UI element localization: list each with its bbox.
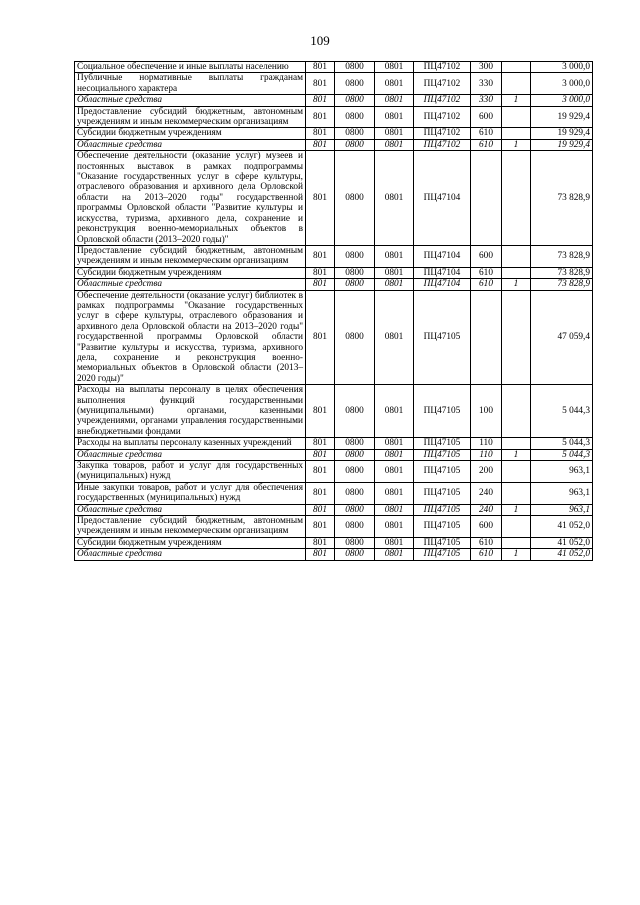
- table-row: [75, 537, 593, 548]
- table-row: [75, 482, 593, 504]
- cell-expense-type: 600: [471, 516, 502, 538]
- cell-expense-type: 610: [471, 279, 502, 290]
- cell-grbs-code: 801: [306, 279, 335, 290]
- table-row: [75, 385, 593, 438]
- cell-funding-source: [502, 385, 531, 438]
- funding-source-row: [75, 549, 593, 560]
- cell-funding-source: [502, 151, 531, 246]
- cell-amount: 5 044,3: [531, 438, 593, 449]
- table-row: [75, 62, 593, 73]
- cell-description: Субсидии бюджетным учреждениям: [75, 128, 306, 139]
- cell-amount: 73 828,9: [531, 279, 593, 290]
- cell-target-article: ПЦ47105: [414, 290, 471, 385]
- cell-funding-source: [502, 461, 531, 483]
- cell-target-article: ПЦ47102: [414, 95, 471, 106]
- cell-grbs-code: 801: [306, 549, 335, 560]
- cell-expense-type: 100: [471, 385, 502, 438]
- cell-subsection-code: 0801: [375, 449, 414, 460]
- cell-amount: 963,1: [531, 461, 593, 483]
- cell-target-article: ПЦ47102: [414, 128, 471, 139]
- cell-description: Социальное обеспечение и иные выплаты населению: [75, 62, 306, 73]
- cell-section-code: 0800: [335, 139, 375, 150]
- cell-subsection-code: 0801: [375, 385, 414, 438]
- cell-expense-type: 610: [471, 537, 502, 548]
- funding-source-row: [75, 449, 593, 460]
- page-number: 109: [310, 33, 330, 48]
- cell-funding-source: 1: [502, 279, 531, 290]
- cell-target-article: ПЦ47105: [414, 504, 471, 515]
- cell-description: Предоставление субсидий бюджетным, автономным учреждениям и иным некоммерческим организациям: [75, 516, 306, 538]
- cell-subsection-code: 0801: [375, 95, 414, 106]
- cell-description: Иные закупки товаров, работ и услуг для обеспечения государственных (муниципальных) нужд: [75, 482, 306, 504]
- cell-section-code: 0800: [335, 290, 375, 385]
- cell-description: Областные средства: [75, 279, 306, 290]
- cell-funding-source: [502, 482, 531, 504]
- cell-target-article: ПЦ47105: [414, 385, 471, 438]
- cell-description: Закупка товаров, работ и услуг для государственных (муниципальных) нужд: [75, 461, 306, 483]
- cell-target-article: ПЦ47102: [414, 106, 471, 128]
- funding-source-row: [75, 279, 593, 290]
- cell-description: Субсидии бюджетным учреждениям: [75, 537, 306, 548]
- cell-amount: 47 059,4: [531, 290, 593, 385]
- cell-description: Публичные нормативные выплаты гражданам несоциального характера: [75, 73, 306, 95]
- cell-grbs-code: 801: [306, 290, 335, 385]
- cell-grbs-code: 801: [306, 438, 335, 449]
- cell-subsection-code: 0801: [375, 128, 414, 139]
- budget-table: [74, 61, 593, 561]
- table-row: [75, 461, 593, 483]
- cell-target-article: ПЦ47105: [414, 438, 471, 449]
- cell-amount: 3 000,0: [531, 62, 593, 73]
- cell-grbs-code: 801: [306, 461, 335, 483]
- cell-description: Обеспечение деятельности (оказание услуг) музеев и постоянных выставок в рамках подпрограммы "Оказание государственных услуг в сфере культуры, отраслевого образования и архивного дела Орловской области на 2013–2020 годы" государственной программы Орловской области "Развитие культуры и искусства, туризма, архивного дела, сохранение и реконструкция военно-мемориальных объектов в Орловской области (2013–2020 годы)": [75, 151, 306, 246]
- cell-expense-type: 610: [471, 139, 502, 150]
- cell-expense-type: 200: [471, 461, 502, 483]
- cell-description: Областные средства: [75, 504, 306, 515]
- cell-target-article: ПЦ47105: [414, 449, 471, 460]
- cell-amount: 41 052,0: [531, 537, 593, 548]
- cell-section-code: 0800: [335, 279, 375, 290]
- cell-grbs-code: 801: [306, 449, 335, 460]
- funding-source-row: [75, 504, 593, 515]
- cell-expense-type: 610: [471, 267, 502, 278]
- table-row: [75, 73, 593, 95]
- cell-grbs-code: 801: [306, 128, 335, 139]
- cell-grbs-code: 801: [306, 385, 335, 438]
- cell-expense-type: 600: [471, 106, 502, 128]
- table-row: [75, 516, 593, 538]
- cell-section-code: 0800: [335, 245, 375, 267]
- cell-amount: 19 929,4: [531, 128, 593, 139]
- cell-grbs-code: 801: [306, 537, 335, 548]
- funding-source-row: [75, 95, 593, 106]
- cell-amount: 19 929,4: [531, 106, 593, 128]
- cell-expense-type: 110: [471, 438, 502, 449]
- cell-subsection-code: 0801: [375, 461, 414, 483]
- cell-grbs-code: 801: [306, 504, 335, 515]
- cell-funding-source: [502, 73, 531, 95]
- table-row: [75, 267, 593, 278]
- table-row: [75, 151, 593, 246]
- cell-subsection-code: 0801: [375, 516, 414, 538]
- table-row: [75, 106, 593, 128]
- cell-target-article: ПЦ47102: [414, 62, 471, 73]
- cell-subsection-code: 0801: [375, 279, 414, 290]
- cell-expense-type: 600: [471, 245, 502, 267]
- cell-grbs-code: 801: [306, 62, 335, 73]
- cell-section-code: 0800: [335, 537, 375, 548]
- cell-section-code: 0800: [335, 549, 375, 560]
- cell-grbs-code: 801: [306, 516, 335, 538]
- cell-funding-source: 1: [502, 95, 531, 106]
- cell-funding-source: [502, 438, 531, 449]
- table-body: [75, 62, 593, 561]
- cell-grbs-code: 801: [306, 139, 335, 150]
- table-row: [75, 128, 593, 139]
- cell-expense-type: 330: [471, 73, 502, 95]
- cell-amount: 963,1: [531, 482, 593, 504]
- cell-expense-type: 330: [471, 95, 502, 106]
- cell-amount: 3 000,0: [531, 95, 593, 106]
- cell-amount: 73 828,9: [531, 267, 593, 278]
- cell-subsection-code: 0801: [375, 537, 414, 548]
- cell-grbs-code: 801: [306, 151, 335, 246]
- cell-funding-source: 1: [502, 549, 531, 560]
- cell-amount: 19 929,4: [531, 139, 593, 150]
- cell-description: Расходы на выплаты персоналу в целях обеспечения выполнения функций государственными (муниципальными) органами, казенными учреждениями, органами управления государственными внебюджетными фондами: [75, 385, 306, 438]
- cell-grbs-code: 801: [306, 482, 335, 504]
- cell-section-code: 0800: [335, 62, 375, 73]
- cell-description: Предоставление субсидий бюджетным, автономным учреждениям и иным некоммерческим организациям: [75, 106, 306, 128]
- cell-grbs-code: 801: [306, 106, 335, 128]
- cell-section-code: 0800: [335, 95, 375, 106]
- cell-description: Областные средства: [75, 95, 306, 106]
- cell-subsection-code: 0801: [375, 139, 414, 150]
- cell-section-code: 0800: [335, 504, 375, 515]
- cell-expense-type: [471, 290, 502, 385]
- cell-target-article: ПЦ47104: [414, 267, 471, 278]
- cell-subsection-code: 0801: [375, 438, 414, 449]
- cell-funding-source: [502, 106, 531, 128]
- cell-subsection-code: 0801: [375, 73, 414, 95]
- cell-section-code: 0800: [335, 385, 375, 438]
- cell-subsection-code: 0801: [375, 151, 414, 246]
- cell-subsection-code: 0801: [375, 482, 414, 504]
- cell-target-article: ПЦ47102: [414, 139, 471, 150]
- cell-expense-type: 610: [471, 549, 502, 560]
- cell-expense-type: 240: [471, 482, 502, 504]
- cell-funding-source: [502, 516, 531, 538]
- cell-amount: 73 828,9: [531, 245, 593, 267]
- cell-target-article: ПЦ47105: [414, 516, 471, 538]
- cell-description: Областные средства: [75, 139, 306, 150]
- cell-section-code: 0800: [335, 482, 375, 504]
- cell-funding-source: 1: [502, 139, 531, 150]
- cell-target-article: ПЦ47105: [414, 482, 471, 504]
- cell-funding-source: [502, 62, 531, 73]
- cell-subsection-code: 0801: [375, 290, 414, 385]
- cell-description: Предоставление субсидий бюджетным, автономным учреждениям и иным некоммерческим организациям: [75, 245, 306, 267]
- cell-subsection-code: 0801: [375, 504, 414, 515]
- cell-target-article: ПЦ47104: [414, 151, 471, 246]
- cell-section-code: 0800: [335, 516, 375, 538]
- cell-target-article: ПЦ47104: [414, 279, 471, 290]
- cell-target-article: ПЦ47104: [414, 245, 471, 267]
- funding-source-row: [75, 139, 593, 150]
- cell-amount: 41 052,0: [531, 549, 593, 560]
- cell-amount: 73 828,9: [531, 151, 593, 246]
- cell-expense-type: 300: [471, 62, 502, 73]
- cell-amount: 5 044,3: [531, 385, 593, 438]
- cell-description: Обеспечение деятельности (оказание услуг) библиотек в рамках подпрограммы "Оказание государственных услуг в сфере культуры, отраслевого образования и архивного дела Орловской области на 2013–2020 годы" государственной программы Орловской области "Развитие культуры и искусства, туризма, архивного дела, сохранение и реконструкция военно-мемориальных объектов в Орловской области (2013–2020 годы)": [75, 290, 306, 385]
- cell-grbs-code: 801: [306, 267, 335, 278]
- cell-funding-source: [502, 267, 531, 278]
- table-row: [75, 245, 593, 267]
- cell-description: Областные средства: [75, 449, 306, 460]
- cell-section-code: 0800: [335, 449, 375, 460]
- cell-section-code: 0800: [335, 106, 375, 128]
- cell-expense-type: [471, 151, 502, 246]
- cell-target-article: ПЦ47105: [414, 537, 471, 548]
- cell-grbs-code: 801: [306, 95, 335, 106]
- cell-funding-source: [502, 128, 531, 139]
- cell-subsection-code: 0801: [375, 62, 414, 73]
- cell-section-code: 0800: [335, 151, 375, 246]
- cell-description: Расходы на выплаты персоналу казенных учреждений: [75, 438, 306, 449]
- cell-section-code: 0800: [335, 73, 375, 95]
- cell-funding-source: 1: [502, 504, 531, 515]
- cell-section-code: 0800: [335, 267, 375, 278]
- cell-section-code: 0800: [335, 128, 375, 139]
- cell-expense-type: 240: [471, 504, 502, 515]
- cell-expense-type: 610: [471, 128, 502, 139]
- cell-funding-source: [502, 290, 531, 385]
- cell-target-article: ПЦ47105: [414, 461, 471, 483]
- cell-expense-type: 110: [471, 449, 502, 460]
- cell-section-code: 0800: [335, 461, 375, 483]
- cell-target-article: ПЦ47105: [414, 549, 471, 560]
- cell-amount: 5 044,3: [531, 449, 593, 460]
- cell-subsection-code: 0801: [375, 106, 414, 128]
- cell-grbs-code: 801: [306, 245, 335, 267]
- cell-funding-source: [502, 245, 531, 267]
- cell-funding-source: 1: [502, 449, 531, 460]
- table-row: [75, 290, 593, 385]
- cell-description: Областные средства: [75, 549, 306, 560]
- cell-section-code: 0800: [335, 438, 375, 449]
- cell-subsection-code: 0801: [375, 245, 414, 267]
- cell-funding-source: [502, 537, 531, 548]
- cell-amount: 3 000,0: [531, 73, 593, 95]
- cell-grbs-code: 801: [306, 73, 335, 95]
- table-row: [75, 438, 593, 449]
- cell-target-article: ПЦ47102: [414, 73, 471, 95]
- cell-amount: 41 052,0: [531, 516, 593, 538]
- cell-subsection-code: 0801: [375, 267, 414, 278]
- cell-description: Субсидии бюджетным учреждениям: [75, 267, 306, 278]
- cell-amount: 963,1: [531, 504, 593, 515]
- cell-subsection-code: 0801: [375, 549, 414, 560]
